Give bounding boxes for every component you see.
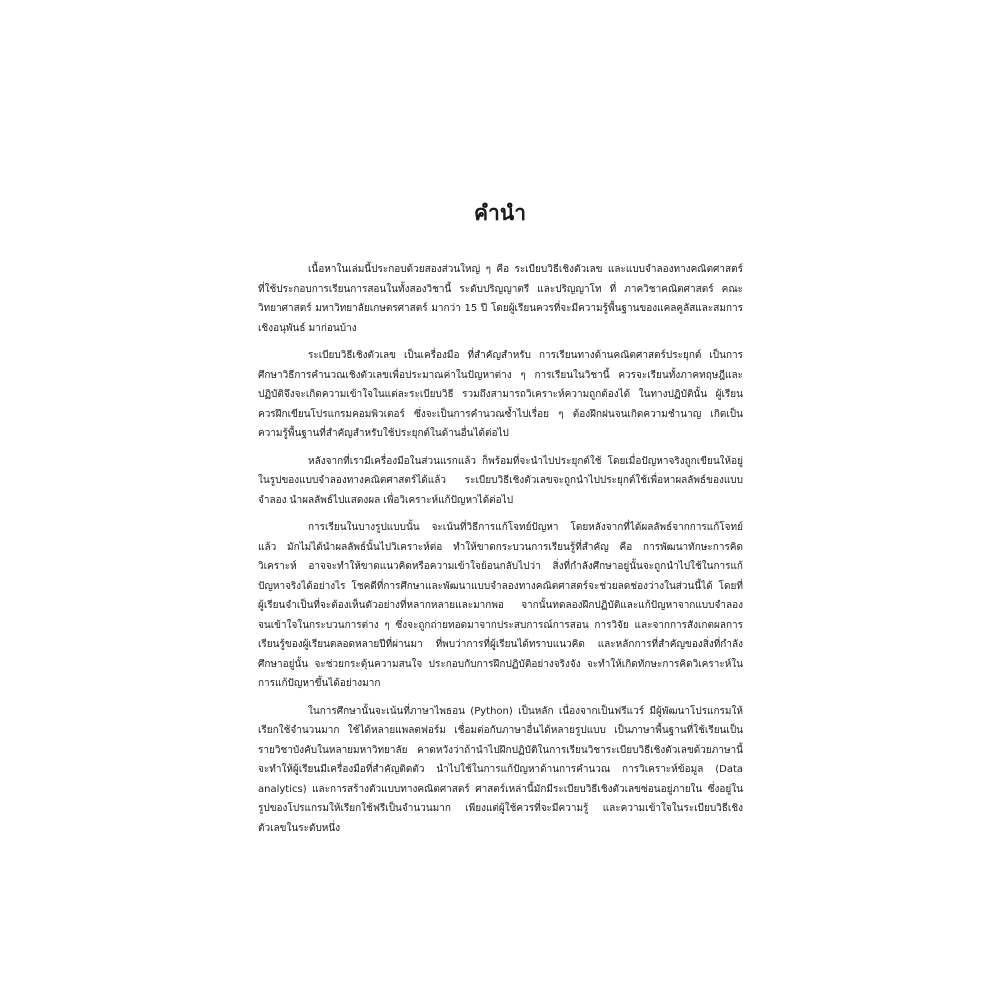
paragraph-2: ระเบียบวิธีเชิงตัวเลข เป็นเครื่องมือ ที่สำคัญสำหรับ การเรียนทางด้านคณิตศาสตร์ประยุกต์ เป็นการศึกษาวิธีการคำนวณเชิงตัวเลขเพื่อประมาณค่าในปัญหาต่าง ๆ การเรียนในวิชานี้ ควรจะเรียนทั้งภาคทฤษฎีและปฏิบัติจึงจะเกิดความเข้าใจในแต่ละระเบียบวิธี รวมถึงสามารถวิเคราะห์ความถูกต้องได้ ในทางปฏิบัตินั้น ผู้เรียนควรฝึกเขียนโปรแกรมคอมพิวเตอร์ ซึ่งจะเป็นการคำนวณซ้ำไปเรื่อย ๆ ต้องฝึกฝนจนเกิดความชำนาญ เกิดเป็นความรู้พื้นฐานที่สำคัญสำหรับใช้ประยุกต์ในด้านอื่นได้ต่อไป xyxy=(258,350,743,439)
paragraph-1: เนื้อหาในเล่มนี้ประกอบด้วยสองส่วนใหญ่ ๆ คือ ระเบียบวิธีเชิงตัวเลข และแบบจำลองทางคณิตศาสตร์ ที่ใช้ประกอบการเรียนการสอนในทั้งสองวิชานี้ ระดับปริญญาตรี และปริญญาโท ที่ ภาควิชาคณิตศาสตร์ คณะวิทยาศาสตร์ มหาวิทยาลัยเกษตรศาสตร์ มากว่า 15 ปี โดยผู้เรียนควรที่จะมีความรู้พื้นฐานของแคลคูลัสและสมการเชิงอนุพันธ์ มาก่อนบ้าง xyxy=(258,264,743,334)
page-title: คำนำ xyxy=(474,201,526,225)
paragraph-5: ในการศึกษานั้นจะเน้นที่ภาษาไพธอน (Python) เป็นหลัก เนื่องจากเป็นฟรีแวร์ มีผู้พัฒนาโปรแกรมให้เรียกใช้จำนวนมาก ใช้ได้หลายแพลตฟอร์ม เชื่อมต่อกับภาษาอื่นได้หลายรูปแบบ เป็นภาษาพื้นฐานที่ใช้เรียนเป็นรายวิชาบังคับในหลายมหาวิทยาลัย คาดหวังว่าถ้านำไปฝึกปฏิบัติในการเรียนวิชาระเบียบวิธีเชิงตัวเลขด้วยภาษานี้ จะทำให้ผู้เรียนมีเครื่องมือที่สำคัญติดตัว นำไปใช้ในการแก้ปัญหาด้านการคำนวณ การวิเคราะห์ข้อมูล (Data analytics) และการสร้างตัวแบบทางคณิตศาสตร์ ศาสตร์เหล่านี้มักมีระเบียบวิธีเชิงตัวเลขซ่อนอยู่ภายใน ซึ่งอยู่ในรูปของโปรแกรมให้เรียกใช้ฟรีเป็นจำนวนมาก เพียงแต่ผู้ใช้ควรที่จะมีความรู้ และความเข้าใจในระเบียบวิธีเชิงตัวเลขในระดับหนึ่ง xyxy=(258,705,743,834)
paragraph-3: หลังจากที่เรามีเครื่องมือในส่วนแรกแล้ว ก็พร้อมที่จะนำไปประยุกต์ใช้ โดยเมื่อปัญหาจริงถูกเขียนให้อยู่ในรูปของแบบจำลองทางคณิตศาสตร์ได้แล้ว ระเบียบวิธีเชิงตัวเลขจะถูกนำไปประยุกต์ใช้เพื่อหาผลลัพธ์ของแบบจำลอง นำผลลัพธ์ไปแสดงผล เพื่อวิเคราะห์แก้ปัญหาได้ต่อไป xyxy=(258,455,743,506)
preface-body xyxy=(258,260,743,846)
paragraph-4: การเรียนในบางรูปแบบนั้น จะเน้นที่วิธีการแก้โจทย์ปัญหา โดยหลังจากที่ได้ผลลัพธ์จากการแก้โจทย์แล้ว มักไม่ได้นำผลลัพธ์นั้นไปวิเคราะห์ต่อ ทำให้ขาดกระบวนการเรียนรู้ที่สำคัญ คือ การพัฒนาทักษะการคิดวิเคราะห์ อาจจะทำให้ขาดแนวคิดหรือความเข้าใจย้อนกลับไปว่า สิ่งที่กำลังศึกษาอยู่นั้นจะถูกนำไปใช้ในการแก้ปัญหาจริงได้อย่างไร โชคดีที่การศึกษาและพัฒนาแบบจำลองทางคณิตศาสตร์จะช่วยลดช่องว่างในส่วนนี้ได้ โดยที่ผู้เรียนจำเป็นที่จะต้องเห็นตัวอย่างที่หลากหลายและมากพอ จากนั้นทดลองฝึกปฏิบัติและแก้ปัญหาจากแบบจำลอง จนเข้าใจในกระบวนการต่าง ๆ ซึ่งจะถูกถ่ายทอดมาจากประสบการณ์การสอน การวิจัย และจากการสังเกตผลการเรียนรู้ของผู้เรียนตลอดหลายปีที่ผ่านมา ที่พบว่าการที่ผู้เรียนได้ทราบแนวคิด และหลักการที่สำคัญของสิ่งที่กำลังศึกษาอยู่นั้น จะช่วยกระตุ้นความสนใจ ประกอบกับการฝึกปฏิบัติอย่างจริงจัง จะทำให้เกิดทักษะการคิดวิเคราะห์ในการแก้ปัญหาขึ้นได้อย่างมาก xyxy=(258,522,743,689)
